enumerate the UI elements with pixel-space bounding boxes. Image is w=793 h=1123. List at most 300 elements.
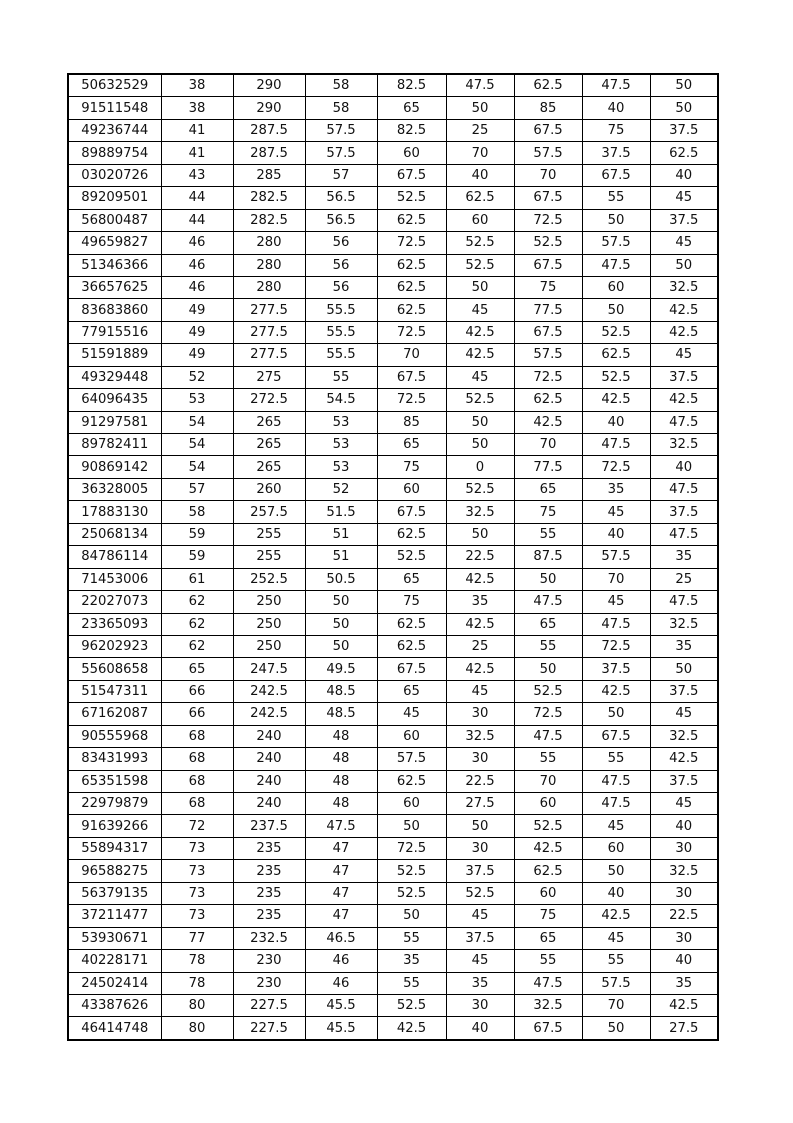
score-cell: 67.5 [582, 164, 650, 186]
score-cell: 42.5 [446, 321, 514, 343]
score-cell: 70 [582, 994, 650, 1016]
score-cell: 50 [582, 860, 650, 882]
id-cell: 84786114 [68, 546, 161, 568]
table-row [68, 276, 718, 298]
id-cell: 51547311 [68, 680, 161, 702]
score-cell: 42.5 [650, 389, 718, 411]
id-cell: 03020726 [68, 164, 161, 186]
score-cell: 60 [514, 793, 582, 815]
score-cell: 68 [161, 748, 233, 770]
score-cell: 53 [305, 456, 377, 478]
score-cell: 58 [305, 74, 377, 97]
score-cell: 0 [446, 456, 514, 478]
score-cell: 54 [161, 456, 233, 478]
id-cell: 56379135 [68, 882, 161, 904]
score-cell: 48 [305, 748, 377, 770]
score-cell: 255 [233, 523, 305, 545]
score-cell: 72.5 [582, 635, 650, 657]
score-cell: 55 [305, 366, 377, 388]
score-cell: 48 [305, 725, 377, 747]
score-cell: 47.5 [446, 74, 514, 97]
score-cell: 50 [650, 74, 718, 97]
table-row [68, 703, 718, 725]
score-cell: 255 [233, 546, 305, 568]
table-row [68, 815, 718, 837]
score-cell: 50 [446, 276, 514, 298]
score-cell: 46.5 [305, 927, 377, 949]
score-cell: 46 [305, 972, 377, 994]
id-cell: 49659827 [68, 232, 161, 254]
score-cell: 35 [377, 950, 446, 972]
score-cell: 45.5 [305, 1017, 377, 1040]
score-cell: 56.5 [305, 187, 377, 209]
score-cell: 62.5 [514, 389, 582, 411]
score-cell: 60 [377, 478, 446, 500]
score-cell: 32.5 [650, 613, 718, 635]
id-cell: 25068134 [68, 523, 161, 545]
score-cell: 42.5 [650, 321, 718, 343]
score-cell: 22.5 [650, 905, 718, 927]
score-cell: 52 [161, 366, 233, 388]
score-cell: 247.5 [233, 658, 305, 680]
score-cell: 30 [650, 837, 718, 859]
score-cell: 55 [514, 950, 582, 972]
score-cell: 50 [305, 613, 377, 635]
score-cell: 49 [161, 344, 233, 366]
score-cell: 32.5 [514, 994, 582, 1016]
score-cell: 52.5 [446, 478, 514, 500]
score-cell: 32.5 [446, 725, 514, 747]
score-cell: 50 [582, 209, 650, 231]
score-cell: 67.5 [514, 187, 582, 209]
score-cell: 50.5 [305, 568, 377, 590]
score-cell: 35 [650, 972, 718, 994]
score-cell: 50 [582, 1017, 650, 1040]
score-cell: 77.5 [514, 456, 582, 478]
score-cell: 60 [514, 882, 582, 904]
score-cell: 47 [305, 837, 377, 859]
score-cell: 62.5 [377, 254, 446, 276]
score-cell: 45 [446, 366, 514, 388]
score-cell: 27.5 [650, 1017, 718, 1040]
score-cell: 62.5 [446, 187, 514, 209]
score-cell: 73 [161, 837, 233, 859]
table-row [68, 837, 718, 859]
table-row [68, 905, 718, 927]
id-cell: 96202923 [68, 635, 161, 657]
table-row [68, 523, 718, 545]
score-cell: 62 [161, 635, 233, 657]
table-body [68, 74, 718, 1040]
score-cell: 232.5 [233, 927, 305, 949]
score-cell: 45 [650, 344, 718, 366]
score-cell: 47.5 [305, 815, 377, 837]
table-row [68, 142, 718, 164]
score-cell: 47.5 [650, 591, 718, 613]
score-cell: 40 [650, 456, 718, 478]
score-cell: 52.5 [582, 366, 650, 388]
score-cell: 55 [582, 187, 650, 209]
score-cell: 42.5 [514, 411, 582, 433]
score-cell: 44 [161, 209, 233, 231]
table-row [68, 658, 718, 680]
score-cell: 50 [514, 568, 582, 590]
id-cell: 40228171 [68, 950, 161, 972]
score-cell: 42.5 [446, 613, 514, 635]
id-cell: 77915516 [68, 321, 161, 343]
score-cell: 275 [233, 366, 305, 388]
score-cell: 240 [233, 725, 305, 747]
score-cell: 230 [233, 972, 305, 994]
score-cell: 46 [161, 276, 233, 298]
score-cell: 280 [233, 276, 305, 298]
table-row [68, 680, 718, 702]
score-cell: 37.5 [650, 501, 718, 523]
score-cell: 50 [514, 658, 582, 680]
id-cell: 17883130 [68, 501, 161, 523]
table-row [68, 927, 718, 949]
id-cell: 49329448 [68, 366, 161, 388]
score-cell: 75 [377, 591, 446, 613]
score-cell: 40 [650, 164, 718, 186]
score-cell: 282.5 [233, 209, 305, 231]
score-cell: 57.5 [305, 119, 377, 141]
score-cell: 55 [582, 748, 650, 770]
score-cell: 40 [446, 1017, 514, 1040]
score-cell: 62.5 [377, 209, 446, 231]
table-row [68, 321, 718, 343]
score-cell: 37.5 [650, 209, 718, 231]
score-cell: 48 [305, 770, 377, 792]
score-cell: 67.5 [514, 1017, 582, 1040]
score-cell: 50 [377, 905, 446, 927]
score-cell: 51 [305, 523, 377, 545]
table-row [68, 725, 718, 747]
score-cell: 42.5 [582, 905, 650, 927]
score-cell: 48.5 [305, 703, 377, 725]
score-cell: 285 [233, 164, 305, 186]
score-cell: 75 [514, 276, 582, 298]
score-cell: 62.5 [582, 344, 650, 366]
table-row [68, 882, 718, 904]
score-cell: 56 [305, 254, 377, 276]
score-cell: 53 [305, 434, 377, 456]
score-cell: 78 [161, 950, 233, 972]
score-cell: 73 [161, 882, 233, 904]
score-cell: 32.5 [650, 434, 718, 456]
score-cell: 250 [233, 613, 305, 635]
table-row [68, 972, 718, 994]
table-row [68, 501, 718, 523]
table-row [68, 389, 718, 411]
score-cell: 46 [305, 950, 377, 972]
score-cell: 52.5 [446, 882, 514, 904]
score-cell: 60 [377, 725, 446, 747]
score-cell: 40 [446, 164, 514, 186]
score-cell: 75 [582, 119, 650, 141]
score-cell: 40 [650, 950, 718, 972]
table-row [68, 97, 718, 119]
score-cell: 47.5 [514, 972, 582, 994]
score-cell: 56 [305, 276, 377, 298]
score-cell: 52.5 [446, 389, 514, 411]
score-cell: 62.5 [377, 276, 446, 298]
score-cell: 59 [161, 546, 233, 568]
score-cell: 65 [514, 927, 582, 949]
score-cell: 40 [582, 523, 650, 545]
table-row [68, 411, 718, 433]
score-cell: 66 [161, 703, 233, 725]
table-row [68, 994, 718, 1016]
score-cell: 80 [161, 1017, 233, 1040]
id-cell: 65351598 [68, 770, 161, 792]
score-cell: 257.5 [233, 501, 305, 523]
id-cell: 37211477 [68, 905, 161, 927]
score-cell: 49.5 [305, 658, 377, 680]
table-row [68, 1017, 718, 1040]
score-cell: 50 [650, 254, 718, 276]
score-cell: 65 [377, 434, 446, 456]
score-cell: 55 [514, 635, 582, 657]
score-cell: 58 [161, 501, 233, 523]
score-cell: 32.5 [446, 501, 514, 523]
table-row [68, 434, 718, 456]
score-cell: 30 [446, 837, 514, 859]
score-cell: 65 [377, 680, 446, 702]
score-cell: 78 [161, 972, 233, 994]
score-cell: 30 [650, 927, 718, 949]
score-cell: 85 [514, 97, 582, 119]
id-cell: 50632529 [68, 74, 161, 97]
id-cell: 22979879 [68, 793, 161, 815]
score-cell: 42.5 [582, 680, 650, 702]
score-cell: 62.5 [514, 74, 582, 97]
score-cell: 42.5 [650, 748, 718, 770]
score-cell: 57.5 [514, 142, 582, 164]
score-cell: 272.5 [233, 389, 305, 411]
score-cell: 32.5 [650, 276, 718, 298]
table-row [68, 366, 718, 388]
score-cell: 72.5 [377, 837, 446, 859]
score-cell: 280 [233, 254, 305, 276]
id-cell: 91511548 [68, 97, 161, 119]
id-cell: 55608658 [68, 658, 161, 680]
score-cell: 52.5 [582, 321, 650, 343]
score-cell: 235 [233, 905, 305, 927]
score-cell: 282.5 [233, 187, 305, 209]
score-cell: 66 [161, 680, 233, 702]
score-cell: 37.5 [582, 142, 650, 164]
score-cell: 30 [650, 882, 718, 904]
table-row [68, 164, 718, 186]
id-cell: 36328005 [68, 478, 161, 500]
score-cell: 57.5 [377, 748, 446, 770]
id-cell: 89209501 [68, 187, 161, 209]
score-cell: 30 [446, 994, 514, 1016]
score-cell: 47.5 [582, 770, 650, 792]
score-cell: 50 [305, 591, 377, 613]
score-cell: 62.5 [650, 142, 718, 164]
score-cell: 38 [161, 97, 233, 119]
score-cell: 67.5 [514, 254, 582, 276]
id-cell: 51591889 [68, 344, 161, 366]
score-cell: 55 [514, 523, 582, 545]
table-row [68, 74, 718, 97]
score-cell: 280 [233, 232, 305, 254]
score-cell: 72.5 [514, 366, 582, 388]
score-cell: 62 [161, 613, 233, 635]
score-cell: 65 [377, 568, 446, 590]
score-cell: 265 [233, 456, 305, 478]
id-cell: 49236744 [68, 119, 161, 141]
score-cell: 45 [377, 703, 446, 725]
score-cell: 60 [582, 276, 650, 298]
score-cell: 252.5 [233, 568, 305, 590]
score-cell: 47.5 [650, 411, 718, 433]
score-cell: 75 [514, 905, 582, 927]
score-cell: 50 [650, 658, 718, 680]
score-cell: 37.5 [650, 770, 718, 792]
id-cell: 67162087 [68, 703, 161, 725]
score-cell: 67.5 [377, 658, 446, 680]
score-cell: 65 [161, 658, 233, 680]
score-cell: 40 [650, 815, 718, 837]
score-cell: 52.5 [377, 187, 446, 209]
table-row [68, 793, 718, 815]
score-cell: 56 [305, 232, 377, 254]
score-cell: 57.5 [305, 142, 377, 164]
score-cell: 25 [446, 119, 514, 141]
score-cell: 44 [161, 187, 233, 209]
table-row [68, 546, 718, 568]
score-cell: 47 [305, 905, 377, 927]
table-row [68, 209, 718, 231]
score-cell: 22.5 [446, 546, 514, 568]
score-cell: 46 [161, 232, 233, 254]
score-cell: 227.5 [233, 1017, 305, 1040]
table-row [68, 613, 718, 635]
id-cell: 64096435 [68, 389, 161, 411]
score-cell: 42.5 [377, 1017, 446, 1040]
score-cell: 52.5 [446, 254, 514, 276]
score-cell: 50 [446, 434, 514, 456]
score-cell: 45.5 [305, 994, 377, 1016]
score-cell: 41 [161, 119, 233, 141]
score-cell: 55 [377, 972, 446, 994]
score-cell: 287.5 [233, 119, 305, 141]
score-cell: 242.5 [233, 703, 305, 725]
score-cell: 25 [650, 568, 718, 590]
score-cell: 60 [582, 837, 650, 859]
score-cell: 62.5 [377, 299, 446, 321]
score-cell: 52.5 [377, 994, 446, 1016]
score-cell: 65 [514, 613, 582, 635]
score-cell: 54 [161, 434, 233, 456]
score-cell: 47 [305, 882, 377, 904]
score-cell: 42.5 [650, 299, 718, 321]
score-cell: 42.5 [650, 994, 718, 1016]
score-cell: 62.5 [377, 613, 446, 635]
score-cell: 57.5 [582, 546, 650, 568]
score-cell: 40 [582, 97, 650, 119]
id-cell: 46414748 [68, 1017, 161, 1040]
id-cell: 71453006 [68, 568, 161, 590]
score-cell: 25 [446, 635, 514, 657]
score-cell: 49 [161, 299, 233, 321]
score-cell: 50 [305, 635, 377, 657]
score-cell: 48 [305, 793, 377, 815]
score-cell: 59 [161, 523, 233, 545]
score-cell: 55 [514, 748, 582, 770]
score-cell: 49 [161, 321, 233, 343]
score-cell: 82.5 [377, 119, 446, 141]
score-cell: 54.5 [305, 389, 377, 411]
id-cell: 36657625 [68, 276, 161, 298]
score-cell: 50 [446, 815, 514, 837]
score-cell: 42.5 [514, 837, 582, 859]
score-cell: 72.5 [377, 321, 446, 343]
table-row [68, 119, 718, 141]
score-cell: 50 [446, 411, 514, 433]
table-row [68, 770, 718, 792]
score-cell: 75 [377, 456, 446, 478]
table-row [68, 950, 718, 972]
score-cell: 65 [514, 478, 582, 500]
score-cell: 50 [377, 815, 446, 837]
score-cell: 235 [233, 837, 305, 859]
score-cell: 55.5 [305, 344, 377, 366]
score-cell: 260 [233, 478, 305, 500]
id-cell: 55894317 [68, 837, 161, 859]
score-cell: 235 [233, 882, 305, 904]
score-cell: 37.5 [650, 680, 718, 702]
table-row [68, 456, 718, 478]
score-cell: 42.5 [446, 658, 514, 680]
score-cell: 47.5 [582, 434, 650, 456]
table-row [68, 254, 718, 276]
score-cell: 30 [446, 703, 514, 725]
id-cell: 22027073 [68, 591, 161, 613]
score-cell: 230 [233, 950, 305, 972]
score-cell: 75 [514, 501, 582, 523]
score-cell: 37.5 [650, 366, 718, 388]
score-cell: 45 [650, 703, 718, 725]
score-cell: 72.5 [514, 703, 582, 725]
score-cell: 45 [650, 232, 718, 254]
id-cell: 89782411 [68, 434, 161, 456]
score-cell: 73 [161, 905, 233, 927]
score-cell: 47.5 [582, 793, 650, 815]
score-cell: 70 [582, 568, 650, 590]
score-cell: 265 [233, 411, 305, 433]
score-cell: 55 [377, 927, 446, 949]
id-cell: 83431993 [68, 748, 161, 770]
score-cell: 42.5 [446, 568, 514, 590]
score-cell: 22.5 [446, 770, 514, 792]
score-cell: 52.5 [377, 882, 446, 904]
score-cell: 70 [377, 344, 446, 366]
score-cell: 50 [446, 523, 514, 545]
score-cell: 45 [582, 591, 650, 613]
score-cell: 67.5 [377, 501, 446, 523]
score-cell: 52.5 [377, 860, 446, 882]
score-cell: 65 [377, 97, 446, 119]
score-cell: 37.5 [582, 658, 650, 680]
score-cell: 67.5 [514, 321, 582, 343]
score-cell: 37.5 [446, 927, 514, 949]
score-cell: 51.5 [305, 501, 377, 523]
score-cell: 47.5 [650, 523, 718, 545]
